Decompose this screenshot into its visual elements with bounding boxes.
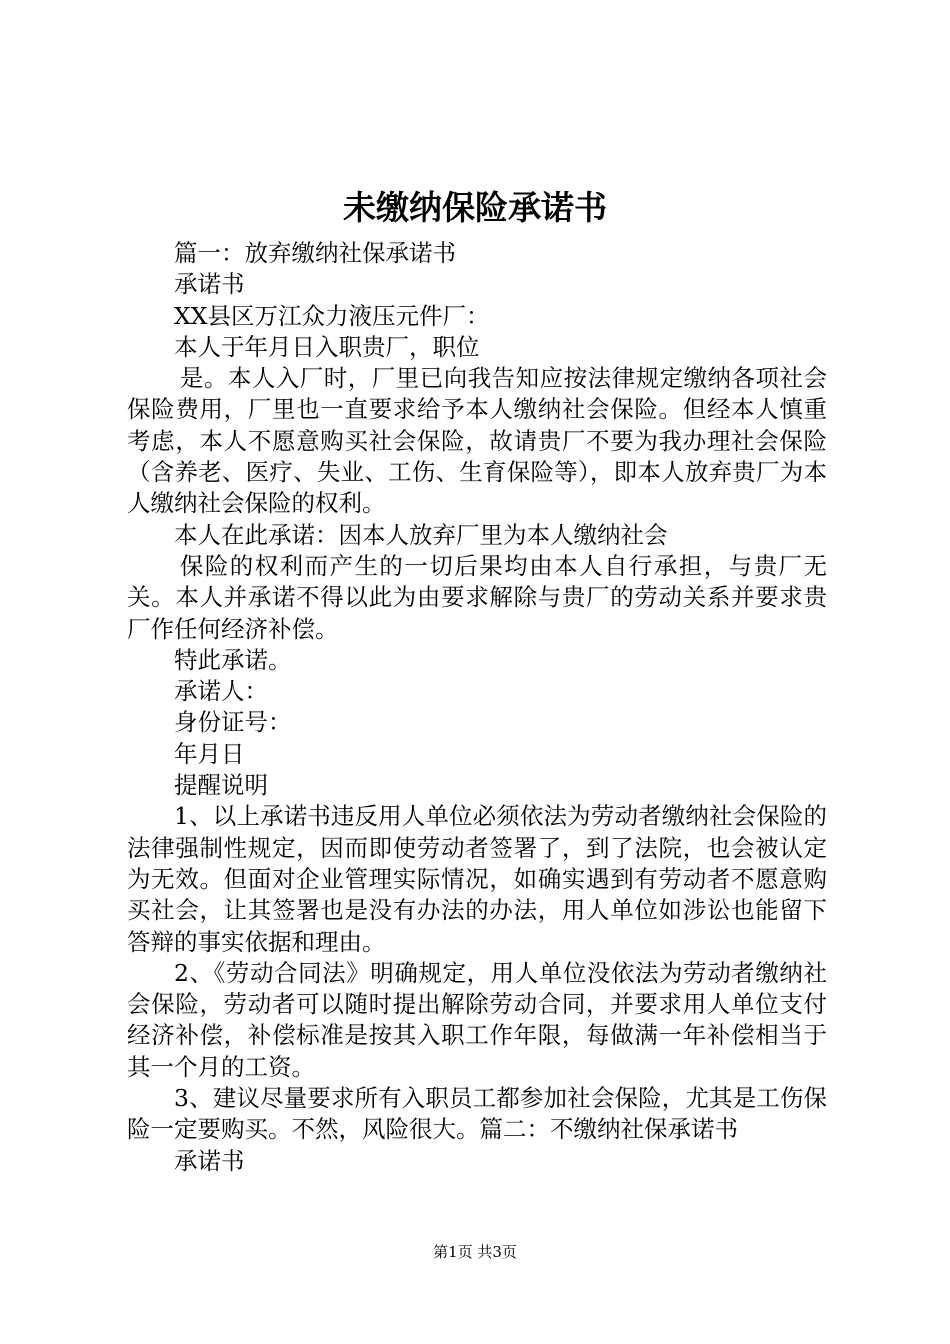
page-footer: 第1页 共3页 [433,1243,517,1261]
paragraph-date: 年月日 [174,739,245,768]
paragraph-letter-title-2: 承诺书 [174,1146,245,1175]
paragraph-id-number: 身份证号： [174,708,292,737]
paragraph-consequences: 保险的权利而产生的一切后果均由本人自行承担，与贵厂无关。本人并承诺不得以此为由要求解除与贵厂的劳动关系并要求贵厂作任何经济补偿。 [127,551,827,643]
paragraph-letter-title: 承诺书 [174,270,245,299]
document-body [127,238,827,1177]
paragraph-closing: 特此承诺。 [174,645,292,674]
paragraph-addressee: XX县区万江众力液压元件厂： [174,301,490,330]
paragraph-commitment: 本人在此承诺：因本人放弃厂里为本人缴纳社会 [174,520,668,549]
paragraph-reminder-heading: 提醒说明 [174,771,268,800]
paragraph-section-heading: 篇一：放弃缴纳社保承诺书 [174,239,456,267]
paragraph-entry-date: 本人于年月日入职贵厂，职位 [174,332,480,361]
paragraph-statement: 是。本人入厂时，厂里已向我告知应按法律规定缴纳各项社会保险费用，厂里也一直要求给予本人缴纳社会保险。但经本人慎重考虑，本人不愿意购买社会保险，故请贵厂不要为我办理社会保险（含养老、医疗、失业、工伤、生育保险等），即本人放弃贵厂为本人缴纳社会保险的权利。 [127,364,827,518]
paragraph-note-3: 3、建议尽量要求所有入职员工都参加社会保险，尤其是工伤保险一定要购买。不然，风险很大。篇二：不缴纳社保承诺书 [127,1084,827,1144]
paragraph-signer: 承诺人： [174,677,268,706]
paragraph-note-2: 2、《劳动合同法》明确规定，用人单位没依法为劳动者缴纳社会保险，劳动者可以随时提出解除劳动合同，并要求用人单位支付经济补偿，补偿标准是按其入职工作年限，每做满一年补偿相当于其一个月的工资。 [127,958,827,1081]
document-title: 未缴纳保险承诺书 [343,188,607,227]
paragraph-note-1: 1、以上承诺书违反用人单位必须依法为劳动者缴纳社会保险的法律强制性规定，因而即使劳动者签署了，到了法院，也会被认定为无效。但面对企业管理实际情况，如确实遇到有劳动者不愿意购买社会，让其签署也是没有办法的办法，用人单位如涉讼也能留下答辩的事实依据和理由。 [127,802,827,956]
